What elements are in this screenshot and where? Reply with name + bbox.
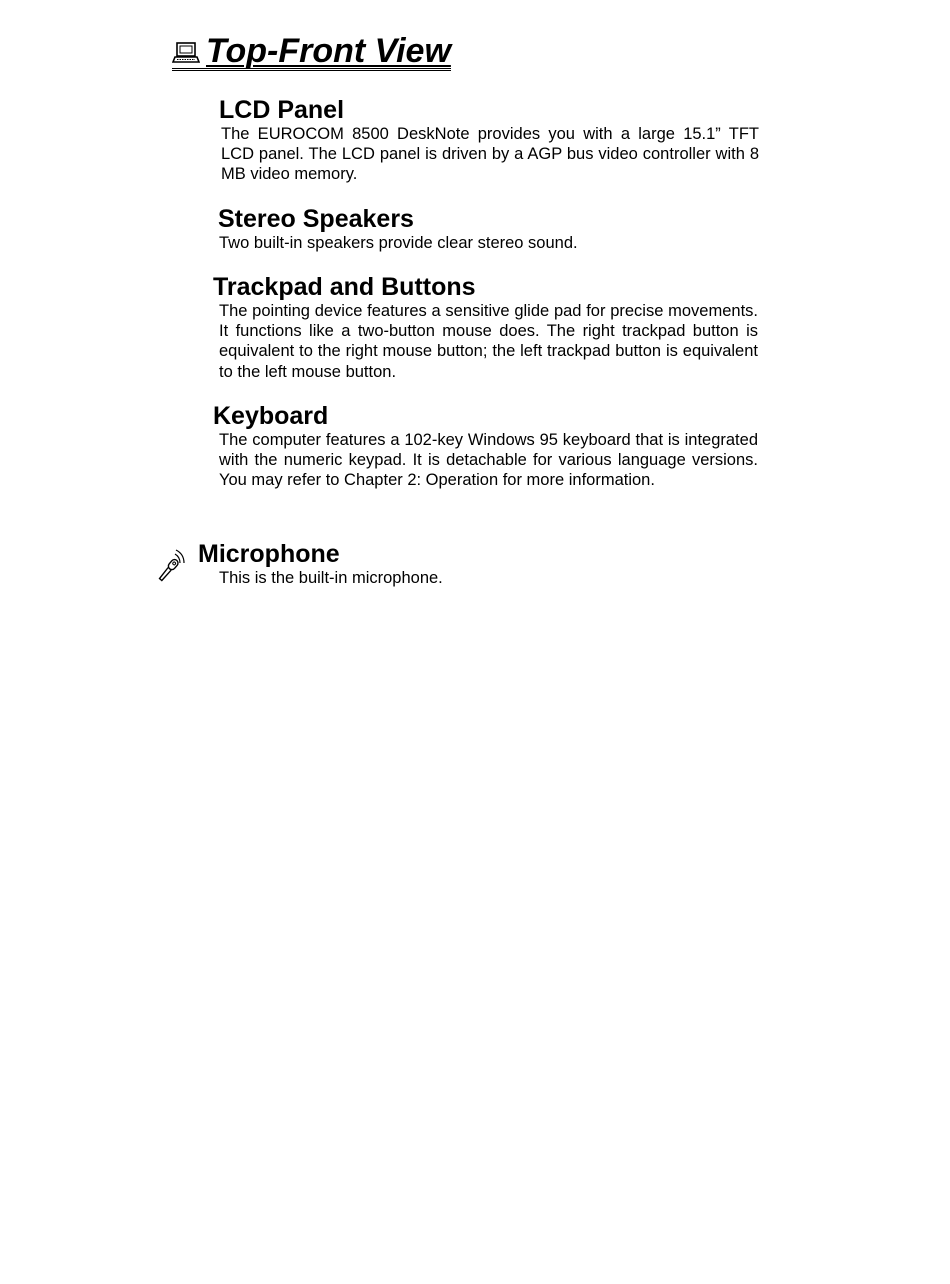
section-heading: LCD Panel	[219, 96, 345, 124]
section-heading: Stereo Speakers	[218, 205, 414, 233]
laptop-icon	[172, 37, 200, 65]
section-stereo-speakers	[218, 205, 763, 253]
section-microphone	[198, 540, 743, 588]
section-body: This is the built-in microphone.	[219, 569, 443, 587]
page-title	[172, 34, 451, 71]
section-body: Two built-in speakers provide clear stereo sound.	[219, 234, 578, 252]
microphone-icon	[154, 548, 186, 588]
page-title-text: Top-Front View	[206, 32, 451, 70]
section-trackpad-and-buttons	[213, 273, 758, 382]
section-keyboard	[213, 402, 758, 491]
section-heading: Keyboard	[213, 402, 329, 430]
section-body: The EUROCOM 8500 DeskNote provides you with a large 15.1” TFT LCD panel. The LCD panel is driven by a AGP bus video controller with 8 MB video memory.	[221, 125, 759, 184]
section-body: The pointing device features a sensitive glide pad for precise movements. It functions like a two-button mouse does. The right trackpad button is equivalent to the right mouse button; the left trackpad button is equivalent to the left mouse button.	[219, 302, 758, 381]
section-lcd-panel	[219, 96, 759, 185]
section-body: The computer features a 102-key Windows 95 keyboard that is integrated with the numeric keypad. It is detachable for various language versions. You may refer to Chapter 2: Operation for more information.	[219, 431, 758, 490]
section-heading: Microphone	[198, 540, 340, 568]
section-heading: Trackpad and Buttons	[213, 273, 476, 301]
